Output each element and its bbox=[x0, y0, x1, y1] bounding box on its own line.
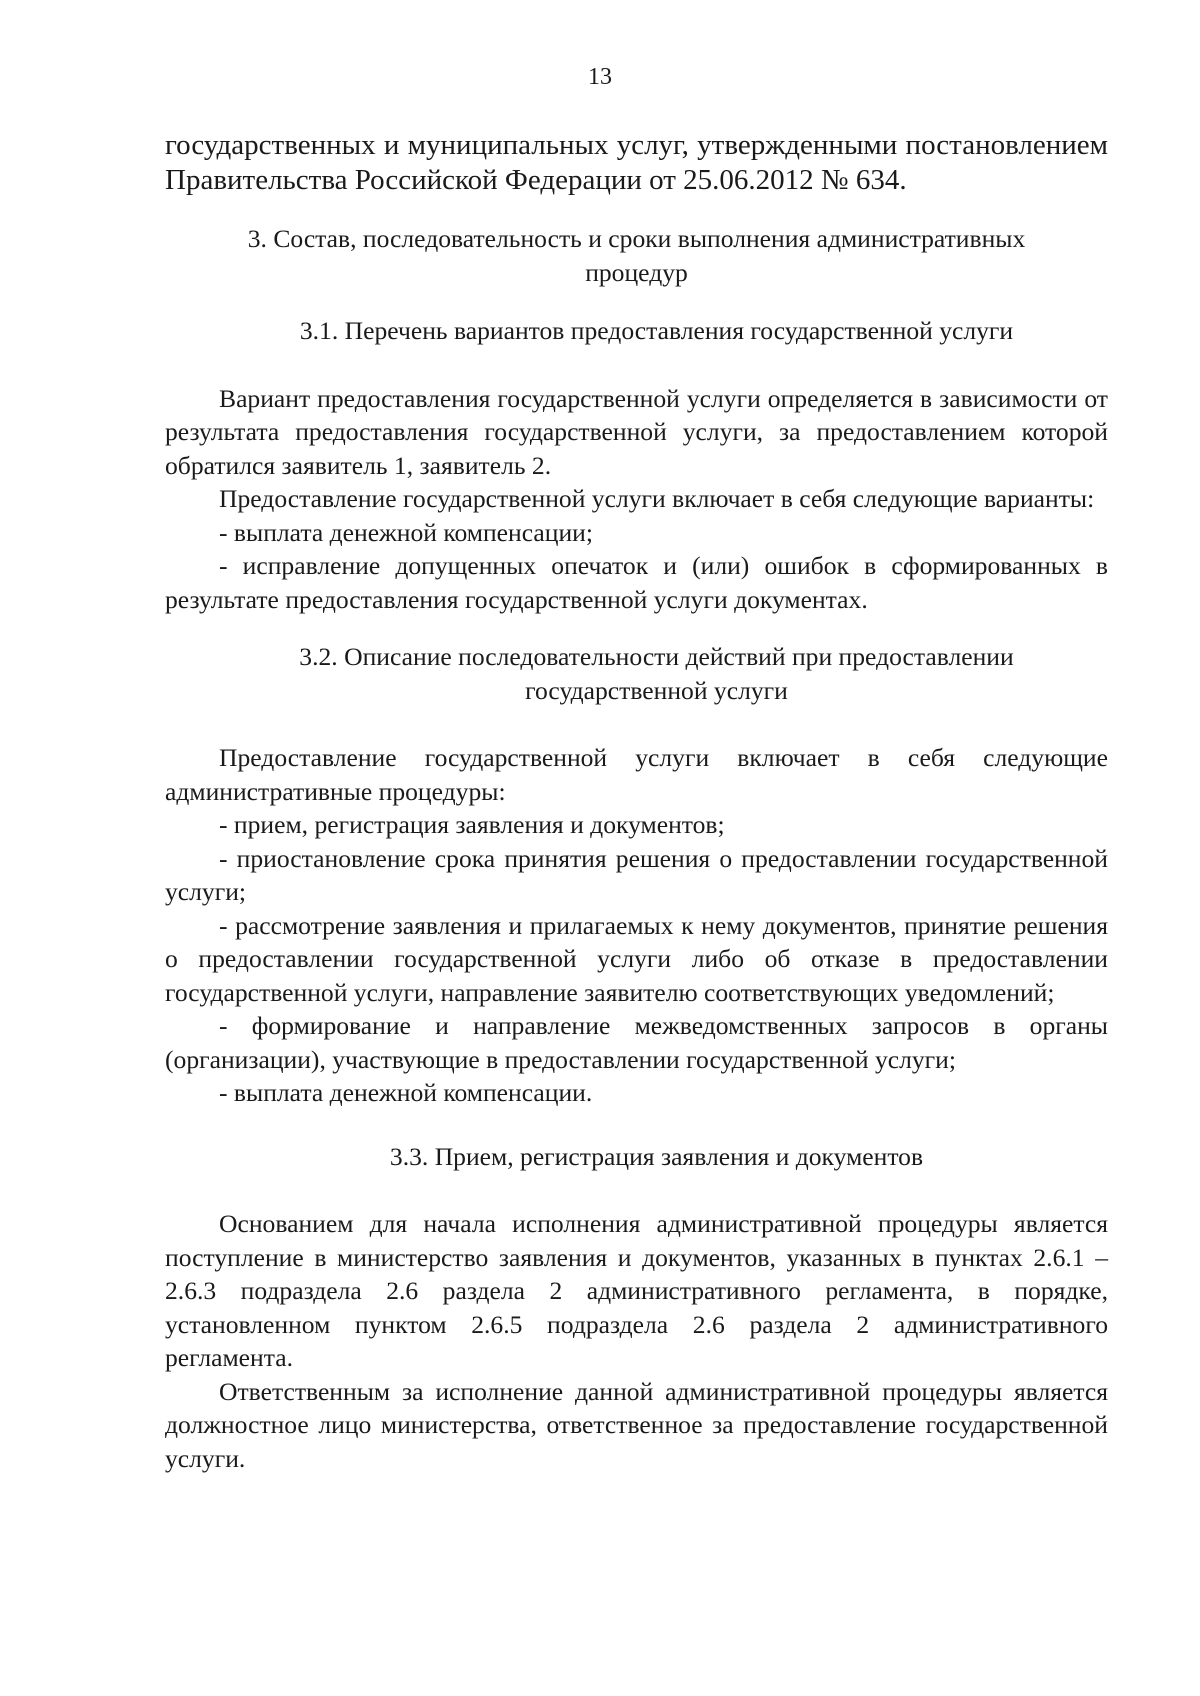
section-3-2-heading-line-2: государственной услуги bbox=[525, 675, 788, 705]
list-item: - выплата денежной компенсации; bbox=[219, 517, 593, 547]
list-item: - исправление допущенных опечаток и (или) ошибок в сформированных в результате предоставления государственной услуги документах. bbox=[165, 551, 1108, 614]
section-3-3-heading bbox=[165, 1140, 1108, 1174]
intro-line-2: Правительства Российской Федерации от 25.06.2012 № 634. bbox=[165, 164, 907, 196]
section-3-2-body bbox=[165, 741, 1108, 1110]
list-item: - приостановление срока принятия решения о предоставлении государственной услуги; bbox=[165, 843, 1108, 906]
list-item: - выплата денежной компенсации. bbox=[219, 1078, 593, 1107]
paragraph: Вариант предоставления государственной услуги определяется в зависимости от результата предоставления государственной услуги, за предоставлением которой обратился заявитель 1, заявитель 2. bbox=[165, 383, 1108, 480]
section-3-heading bbox=[165, 222, 1108, 289]
section-3-2-heading bbox=[165, 640, 1108, 707]
section-3-3-body bbox=[165, 1207, 1108, 1475]
intro-line-1: государственных и муниципальных услуг, утвержденными постановлением bbox=[165, 129, 1108, 161]
section-3-heading-line-2: процедур bbox=[585, 257, 688, 287]
paragraph: Основанием для начала исполнения административной процедуры является поступление в министерство заявления и документов, указанных в пунктах 2.6.1 – 2.6.3 подраздела 2.6 раздела 2 административного регламента, в порядке, установленном пунктом 2.6.5 подраздела 2.6 раздела 2 административного регламента. bbox=[165, 1209, 1108, 1372]
list-item: - формирование и направление межведомственных запросов в органы (организации), участвующие в предоставлении государственной услуги; bbox=[165, 1011, 1108, 1074]
section-3-heading-line-1: 3. Состав, последовательность и сроки выполнения административных bbox=[247, 224, 1026, 253]
list-item: - прием, регистрация заявления и документов; bbox=[219, 810, 725, 839]
paragraph: Предоставление государственной услуги включает в себя следующие административные процедуры: bbox=[165, 743, 1108, 806]
paragraph: Ответственным за исполнение данной административной процедуры является должностное лицо министерства, ответственное за предоставление государственной услуги. bbox=[165, 1376, 1108, 1473]
section-3-1-heading bbox=[165, 314, 1108, 348]
page-content bbox=[165, 128, 1108, 1475]
section-3-2-heading-line-1: 3.2. Описание последовательности действий при предоставлении bbox=[299, 642, 1014, 671]
section-3-3-title: 3.3. Прием, регистрация заявления и документов bbox=[389, 1141, 924, 1171]
paragraph: Предоставление государственной услуги включает в себя следующие варианты: bbox=[219, 484, 1095, 513]
page-number: 13 bbox=[588, 64, 612, 90]
section-3-1-body bbox=[165, 382, 1108, 617]
section-3-1-title: 3.1. Перечень вариантов предоставления государственной услуги bbox=[299, 316, 1014, 345]
list-item: - рассмотрение заявления и прилагаемых к нему документов, принятие решения о предоставлении государственной услуги либо об отказе в предоставлении государственной услуги, направление заявителю соответствующих уведомлений; bbox=[165, 910, 1108, 1007]
